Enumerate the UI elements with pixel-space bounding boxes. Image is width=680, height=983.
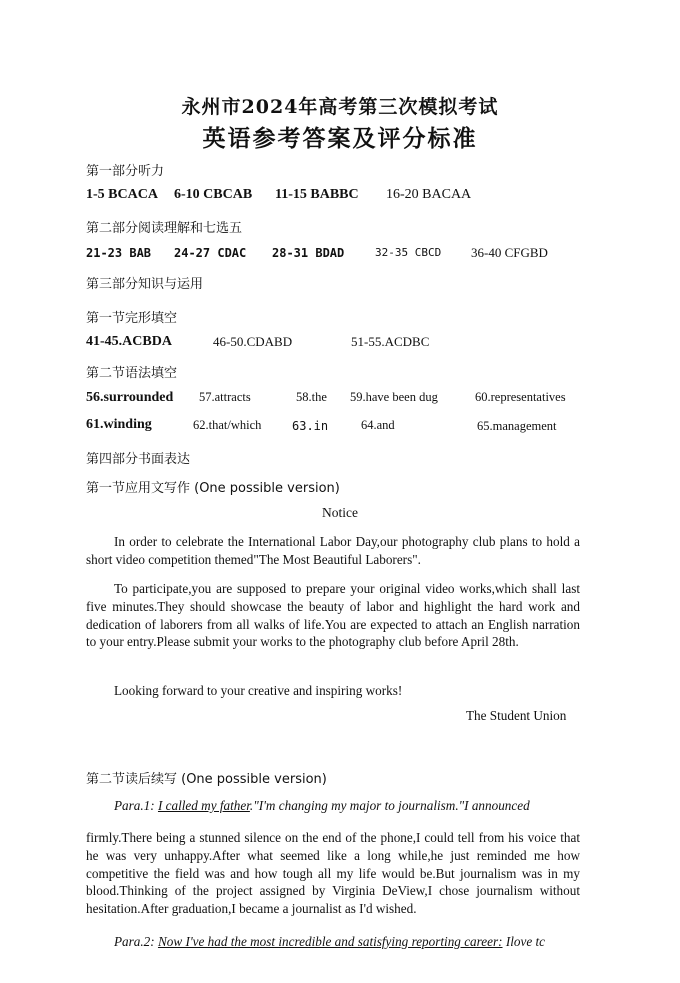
answer-group: 11-15 BABBC bbox=[275, 187, 359, 202]
part3-section1-heading: 第一节完形填空 bbox=[86, 311, 178, 326]
answer-item: 62.that/which bbox=[193, 418, 262, 432]
notice-title: Notice bbox=[322, 505, 358, 520]
notice-paragraph bbox=[86, 682, 580, 700]
para1-label: Para.1: bbox=[114, 798, 155, 813]
notice-paragraph-2: To participate,you are supposed to prepare your original video works,which shall last five minutes.They should showcase the beauty of labor and highlight the hard work and dedication of laborers from all walks of life.You are expected to attach an English narration to your entry.Please submit your works to the photography club before April 28th. bbox=[86, 581, 580, 650]
grammar-answers-row-1 bbox=[86, 390, 586, 410]
para2-first-sentence: Ilove tc bbox=[502, 934, 545, 949]
part3-section2-heading: 第二节语法填空 bbox=[86, 366, 178, 381]
para2-prompt: Now I've had the most incredible and satisfying reporting career: bbox=[157, 934, 503, 949]
page-title: 永州市2024年高考第三次模拟考试 bbox=[181, 96, 499, 118]
answer-group: 36-40 CFGBD bbox=[471, 245, 548, 260]
answer-group: 21-23 BAB bbox=[86, 246, 152, 260]
part2-heading: 第二部分阅读理解和七选五 bbox=[86, 221, 243, 236]
answer-group: 41-45.ACBDA bbox=[86, 334, 172, 349]
answer-item: 61.winding bbox=[86, 417, 152, 432]
answer-item: 60.representatives bbox=[475, 390, 566, 404]
answer-group: 46-50.CDABD bbox=[213, 334, 293, 349]
notice-signature: The Student Union bbox=[466, 708, 567, 723]
answer-item: 65.management bbox=[477, 419, 557, 433]
part1-heading: 第一部分听力 bbox=[86, 164, 165, 179]
part4-section2-heading: 第二节读后续写 (One possible version) bbox=[86, 772, 327, 787]
answer-group: 28-31 BDAD bbox=[272, 246, 345, 260]
answer-group: 6-10 CBCAB bbox=[174, 187, 253, 202]
part3-section1-answers bbox=[86, 334, 586, 354]
answer-item: 59.have been dug bbox=[350, 390, 438, 404]
notice-paragraph-1: In order to celebrate the International Labor Day,our photography club plans to hold a short video competition themed"The Most Beautiful Laborers". bbox=[86, 534, 580, 567]
notice-paragraph bbox=[86, 533, 580, 569]
part1-answers bbox=[86, 187, 586, 207]
para1-first-sentence: ."I'm changing my major to journalism."I announced bbox=[249, 798, 530, 813]
para1-body-text: firmly.There being a stunned silence on the end of the phone,I could tell from his voice that he was very unhappy.After what seemed like a long while,he just reminded me how competitive the field was and how tough all my life would be.But journalism was in my blood.Thinking of the project assigned by Virginia DeView,I chose journalism without hesitation.After graduation,I became a journalist as I'd wished. bbox=[86, 830, 580, 917]
answer-group: 51-55.ACDBC bbox=[351, 334, 430, 349]
notice-paragraph-3: Looking forward to your creative and inspiring works! bbox=[114, 683, 403, 698]
answer-group: 24-27 CDAC bbox=[174, 246, 247, 260]
part4-section1-heading: 第一节应用文写作 (One possible version) bbox=[86, 481, 340, 496]
para2-label: Para.2: bbox=[114, 934, 155, 949]
grammar-answers-row-2 bbox=[86, 417, 586, 437]
answer-group: 16-20 BACAA bbox=[386, 187, 472, 202]
answer-item: 64.and bbox=[361, 418, 395, 432]
para1-body bbox=[86, 829, 580, 918]
notice-paragraph bbox=[86, 580, 580, 651]
para2-first-line bbox=[114, 934, 545, 950]
para1-first-line bbox=[114, 798, 530, 814]
answer-group: 32-35 CBCD bbox=[375, 246, 442, 259]
answer-item: 63.in bbox=[292, 419, 329, 433]
part4-heading: 第四部分书面表达 bbox=[86, 452, 191, 467]
part3-heading: 第三部分知识与运用 bbox=[86, 277, 204, 292]
para1-prompt: I called my father bbox=[157, 798, 250, 813]
answer-item: 56.surrounded bbox=[86, 390, 174, 405]
part2-answers bbox=[86, 245, 586, 265]
answer-group: 1-5 BCACA bbox=[86, 187, 158, 202]
answer-item: 57.attracts bbox=[199, 390, 251, 404]
answer-item: 58.the bbox=[296, 390, 327, 404]
page-subtitle: 英语参考答案及评分标准 bbox=[202, 126, 478, 152]
